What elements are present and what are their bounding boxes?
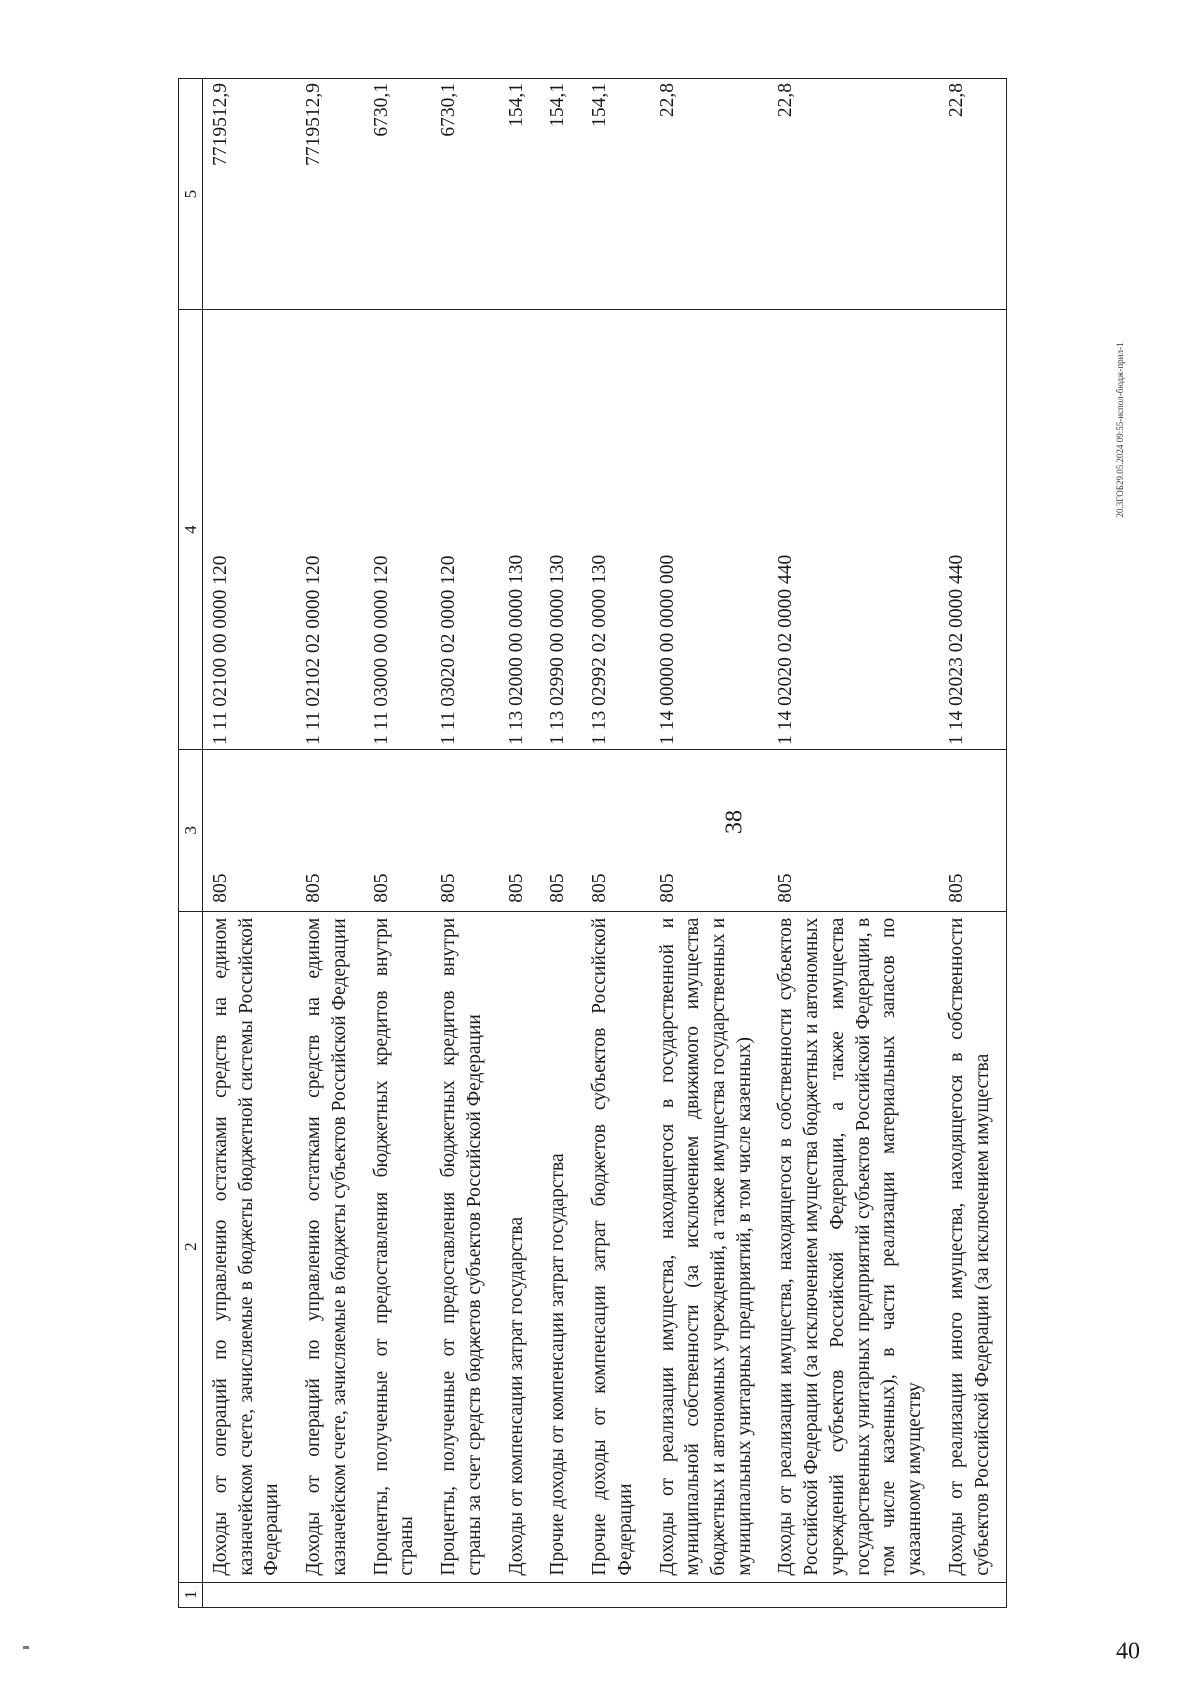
amount-cell: 22,8 bbox=[650, 79, 769, 310]
revenue-name-cell: Прочие доходы от компенсации затрат государства bbox=[540, 911, 582, 1582]
document-stamp: 20.3ГОБ29.05.2024 09:55-испол-бюдж-прил-1 bbox=[1115, 342, 1125, 518]
column-header: 2 bbox=[179, 911, 203, 1582]
revenue-name-cell: Доходы от компенсации затрат государства bbox=[499, 911, 541, 1582]
budget-code-cell: 1 11 03020 02 0000 120 bbox=[431, 310, 498, 750]
table-row bbox=[364, 79, 431, 1608]
revenue-table bbox=[178, 78, 1007, 1608]
table-row bbox=[768, 79, 938, 1608]
column-header: 3 bbox=[179, 749, 203, 911]
column-header: 5 bbox=[179, 79, 203, 310]
row-index-cell bbox=[296, 1582, 363, 1607]
admin-code-cell: 805 bbox=[582, 749, 649, 911]
table-row bbox=[499, 79, 541, 1608]
table-row bbox=[650, 79, 769, 1608]
row-index-cell bbox=[431, 1582, 498, 1607]
row-index-cell bbox=[499, 1582, 541, 1607]
table-row bbox=[939, 79, 1007, 1608]
revenue-name-cell: Доходы от операций по управлению остатками средств на едином казначейском счете, зачисляемые в бюджеты субъектов Российской Федерации bbox=[296, 911, 363, 1582]
admin-code-cell: 805 bbox=[650, 749, 769, 911]
table-row bbox=[431, 79, 498, 1608]
table-row bbox=[296, 79, 363, 1608]
revenue-name-cell: Доходы от операций по управлению остатками средств на едином казначейском счете, зачисляемые в бюджеты бюджетной системы Российской Федерации bbox=[203, 911, 297, 1582]
admin-code-cell: 805 bbox=[296, 749, 363, 911]
amount-cell: 22,8 bbox=[768, 79, 938, 310]
revenue-name-cell: Доходы от реализации имущества, находящегося в собственности субъектов Российской Федерации (за исключением имущества бюджетных и автономных учреждений субъектов Российской Федерации, а также имущества государственных унитарных предприятий субъектов Российской Федерации, в том числе казенных), в части реализации материальных запасов по указанному имуществу bbox=[768, 911, 938, 1582]
column-header: 1 bbox=[179, 1582, 203, 1607]
table-row bbox=[203, 79, 297, 1608]
admin-code-cell: 805 bbox=[939, 749, 1007, 911]
budget-code-cell: 1 11 02100 00 0000 120 bbox=[203, 310, 297, 750]
revenue-name-cell: Проценты, полученные от предоставления бюджетных кредитов внутри страны bbox=[364, 911, 431, 1582]
revenue-name-cell: Доходы от реализации иного имущества, находящегося в собственности субъектов Российской Федерации (за исключением имущества bbox=[939, 911, 1007, 1582]
admin-code-cell: 805 bbox=[364, 749, 431, 911]
amount-cell: 7719512,9 bbox=[203, 79, 297, 310]
revenue-name-cell: Доходы от реализации имущества, находящегося в государственной и муниципальной собственности (за исключением движимого имущества бюджетных и автономных учреждений, а также имущества государственных и муниципальных унитарных предприятий, в том числе казенных) bbox=[650, 911, 769, 1582]
amount-cell: 154,1 bbox=[499, 79, 541, 310]
admin-code-cell: 805 bbox=[431, 749, 498, 911]
amount-cell: 7719512,9 bbox=[296, 79, 363, 310]
page-number: 38 bbox=[721, 810, 748, 834]
row-index-cell bbox=[582, 1582, 649, 1607]
outer-page-number: 40 bbox=[1116, 1638, 1140, 1665]
budget-code-cell: 1 13 02990 00 0000 130 bbox=[540, 310, 582, 750]
amount-cell: 154,1 bbox=[540, 79, 582, 310]
budget-code-cell: 1 11 02102 02 0000 120 bbox=[296, 310, 363, 750]
table-header-row bbox=[179, 79, 203, 1608]
amount-cell: 6730,1 bbox=[364, 79, 431, 310]
table-row bbox=[540, 79, 582, 1608]
budget-code-cell: 1 14 02020 02 0000 440 bbox=[768, 310, 938, 750]
amount-cell: 6730,1 bbox=[431, 79, 498, 310]
revenue-name-cell: Проценты, полученные от предоставления бюджетных кредитов внутри страны за счет средств бюджетов субъектов Российской Федерации bbox=[431, 911, 498, 1582]
budget-code-cell: 1 14 02023 02 0000 440 bbox=[939, 310, 1007, 750]
revenue-table-container bbox=[178, 78, 1018, 1608]
budget-code-cell: 1 11 03000 00 0000 120 bbox=[364, 310, 431, 750]
row-index-cell bbox=[540, 1582, 582, 1607]
admin-code-cell: 805 bbox=[768, 749, 938, 911]
scan-mark bbox=[23, 1646, 29, 1649]
amount-cell: 154,1 bbox=[582, 79, 649, 310]
budget-code-cell: 1 13 02000 00 0000 130 bbox=[499, 310, 541, 750]
row-index-cell bbox=[768, 1582, 938, 1607]
admin-code-cell: 805 bbox=[540, 749, 582, 911]
revenue-name-cell: Прочие доходы от компенсации затрат бюджетов субъектов Российской Федерации bbox=[582, 911, 649, 1582]
row-index-cell bbox=[203, 1582, 297, 1607]
amount-cell: 22,8 bbox=[939, 79, 1007, 310]
row-index-cell bbox=[364, 1582, 431, 1607]
admin-code-cell: 805 bbox=[499, 749, 541, 911]
budget-code-cell: 1 14 00000 00 0000 000 bbox=[650, 310, 769, 750]
column-header: 4 bbox=[179, 310, 203, 750]
admin-code-cell: 805 bbox=[203, 749, 297, 911]
row-index-cell bbox=[939, 1582, 1007, 1607]
budget-code-cell: 1 13 02992 02 0000 130 bbox=[582, 310, 649, 750]
row-index-cell bbox=[650, 1582, 769, 1607]
table-row bbox=[582, 79, 649, 1608]
